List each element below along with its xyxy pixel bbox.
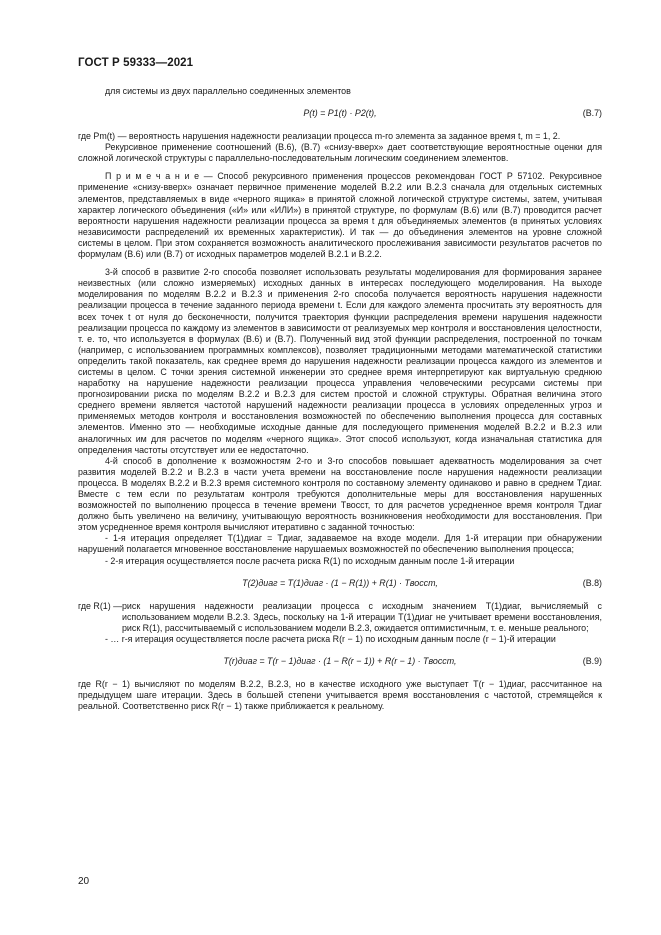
paragraph-method-4: 4-й способ в дополнение к возможностям 2-го и 3-го способов повышает адекватность моделирования за счет развития моделей В.2.2 и В.2.3 в части учета времени на восстановление после нарушения надежности реализации процесса. В моделях В.2.2 и В.2.3 время системного контроля по составному элементу одинаково и равно в среднем Tдиаг. Вместе с тем если по результатам контроля требуются дополнительные меры для восстановления нарушенных возможностей по выполнению процесса в течение времени Tвосст, то для расчетов усредненное время контроля Tдиаг должно быть увеличено на величину, учитывающую вероятность возникновения необходимости для восстановления. При этом усредненное время контроля вычисляют итеративно с заданной точностью: — [78, 455, 602, 533]
equation-b7-number: (В.7) — [582, 108, 602, 119]
equation-b7 — [78, 104, 602, 124]
page-body — [78, 86, 602, 712]
iteration-r: - … r-я итерация осуществляется после расчета риска R(r − 1) по исходным данным после (r − 1)-й итерации — [105, 633, 556, 644]
where-b8-text: риск нарушения надежности реализации процесса с исходным значением T(1)диаг, вычисляемый с использованием модели В.2.3. Здесь, поскольку на 1-й итерации T(1)диаг не учитывает времени восстановления, риск R(1), рассчитываемый с использованием модели В.2.3, ожидается оптимистичным, т. е. меньше реального; — [122, 600, 602, 633]
equation-b9-number: (В.9) — [582, 656, 602, 667]
equation-b8-number: (В.8) — [582, 577, 602, 588]
iteration-2: - 2-я итерация осуществляется после расчета риска R(1) по исходным данным после 1-й итерации — [105, 555, 515, 566]
document-header: ГОСТ Р 59333—2021 — [78, 57, 194, 69]
equation-b8 — [78, 574, 602, 594]
equation-b8-formula: T(2)диаг = T(1)диаг · (1 − R(1)) + R(1) · Tвосст, — [242, 577, 438, 588]
equation-b9 — [78, 652, 602, 672]
where-b8-label: где R(1) — — [78, 600, 123, 611]
iteration-1: - 1-я итерация определяет T(1)диаг = Tдиаг, задаваемое на входе модели. Для 1-й итерации при обнаружении нарушений полагается мгновенное восстановление нарушаемых возможностей по обеспечению выполнения процесса; — [78, 533, 602, 555]
where-b8 — [78, 601, 602, 634]
final-paragraph: где R(r − 1) вычисляют по моделям В.2.2, В.2.3, но в качестве исходного уже выступает T(r − 1)диаг, рассчитанное на предыдущем шаге итерации. Здесь в большей степени учитывается время восстановления с частотой, стремящейся к реальной. Соответственно риск R(r − 1) также приближается к реальному. — [78, 679, 602, 712]
where-b7: где Pm(t) — вероятность нарушения надежности реализации процесса m-го элемента за заданное время t, m = 1, 2. — [78, 131, 561, 142]
equation-b7-formula: P(t) = P1(t) · P2(t), — [303, 108, 377, 119]
page-number: 20 — [78, 876, 90, 887]
equation-b9-formula: T(r)диаг = T(r − 1)диаг · (1 − R(r − 1)) + R(r − 1) · Tвосст, — [223, 656, 457, 667]
intro-text: для системы из двух параллельно соединенных элементов — [105, 86, 351, 96]
paragraph-recursive: Рекурсивное применение соотношений (В.6), (В.7) «снизу-вверх» дает соответствующие вероятностные оценки для сложной логической структуры с параллельно-последовательным логическим соединением элементов. — [78, 142, 602, 164]
note: П р и м е ч а н и е — Способ рекурсивного применения процессов рекомендован ГОСТ Р 57102. Рекурсивное применение «снизу-вверх» означает первичное применение моделей В.2.2 или В.2.3 сначала для отдельных системных элементов, представляемых в виде «черного ящика» в принятой сложной логической структуре системы, затем, учитывая характер логического объединения («И» или «ИЛИ») в принятой структуре, по формулам (В.6) или (В.7) проводится расчет вероятности нарушения надежности реализации процесса за время t для объединяемых элементов (в принятых условиях независимости распределений их временных характеристик). И так — до объединения элементов на уровне сложной системы в целом. При этом сохраняется возможность аналитического прослеживания зависимости результатов расчетов по формулам (В.6) или (В.7) от исходных параметров моделей В.2.1 и В.2.2. — [78, 171, 602, 260]
paragraph-method-3: 3-й способ в развитие 2-го способа позволяет использовать результаты моделирования для формирования заранее неизвестных (или сложно измеряемых) исходных данных в интересах последующего моделирования. На выходе моделирования по моделям В.2.2 и В.2.3 и применения 2-го способа получается вероятность нарушения надежности реализации процесса в течение заданного периода времени t. Если для каждого элемента просчитать эту вероятность для всех точек t от нуля до бесконечности, получится траектория функции распределения времени нарушения надежности реализации процесса по каждому из элементов в зависимости от реализуемых мер контроля и восстановления целостности, т. е. то, что используется в формулах (В.6) и (В.7). Полученный вид этой функции распределения, построенной по точкам (например, с использованием программных комплексов), позволяет традиционными методами математической статистики определить такой показатель, как среднее время до нарушения надежности реализации процесса каждого из элементов и системы в целом. С точки зрения системной инженерии это среднее время интерпретируют как виртуальную среднюю наработку на нарушение надежности реализации процесса управления человеческими ресурсами системы при прогнозировании риска по моделям В.2.2 и В.2.3 для систем простой и сложной структуры. Обратная величина этого среднего времени является частотой нарушений надежности реализации процесса в условиях определенных угроз и применяемых методов контроля и восстановления возможностей по обеспечению выполнения процесса для составных элементов. Именно это — необходимые исходные данные для последующего применения моделей В.2.2 и В.2.3 или аналогичных им для расчетов по моделям «черного ящика». Этот способ используют, когда изначальная статистика для определения частоты отсутствует или ее недостаточно. — [78, 267, 602, 455]
